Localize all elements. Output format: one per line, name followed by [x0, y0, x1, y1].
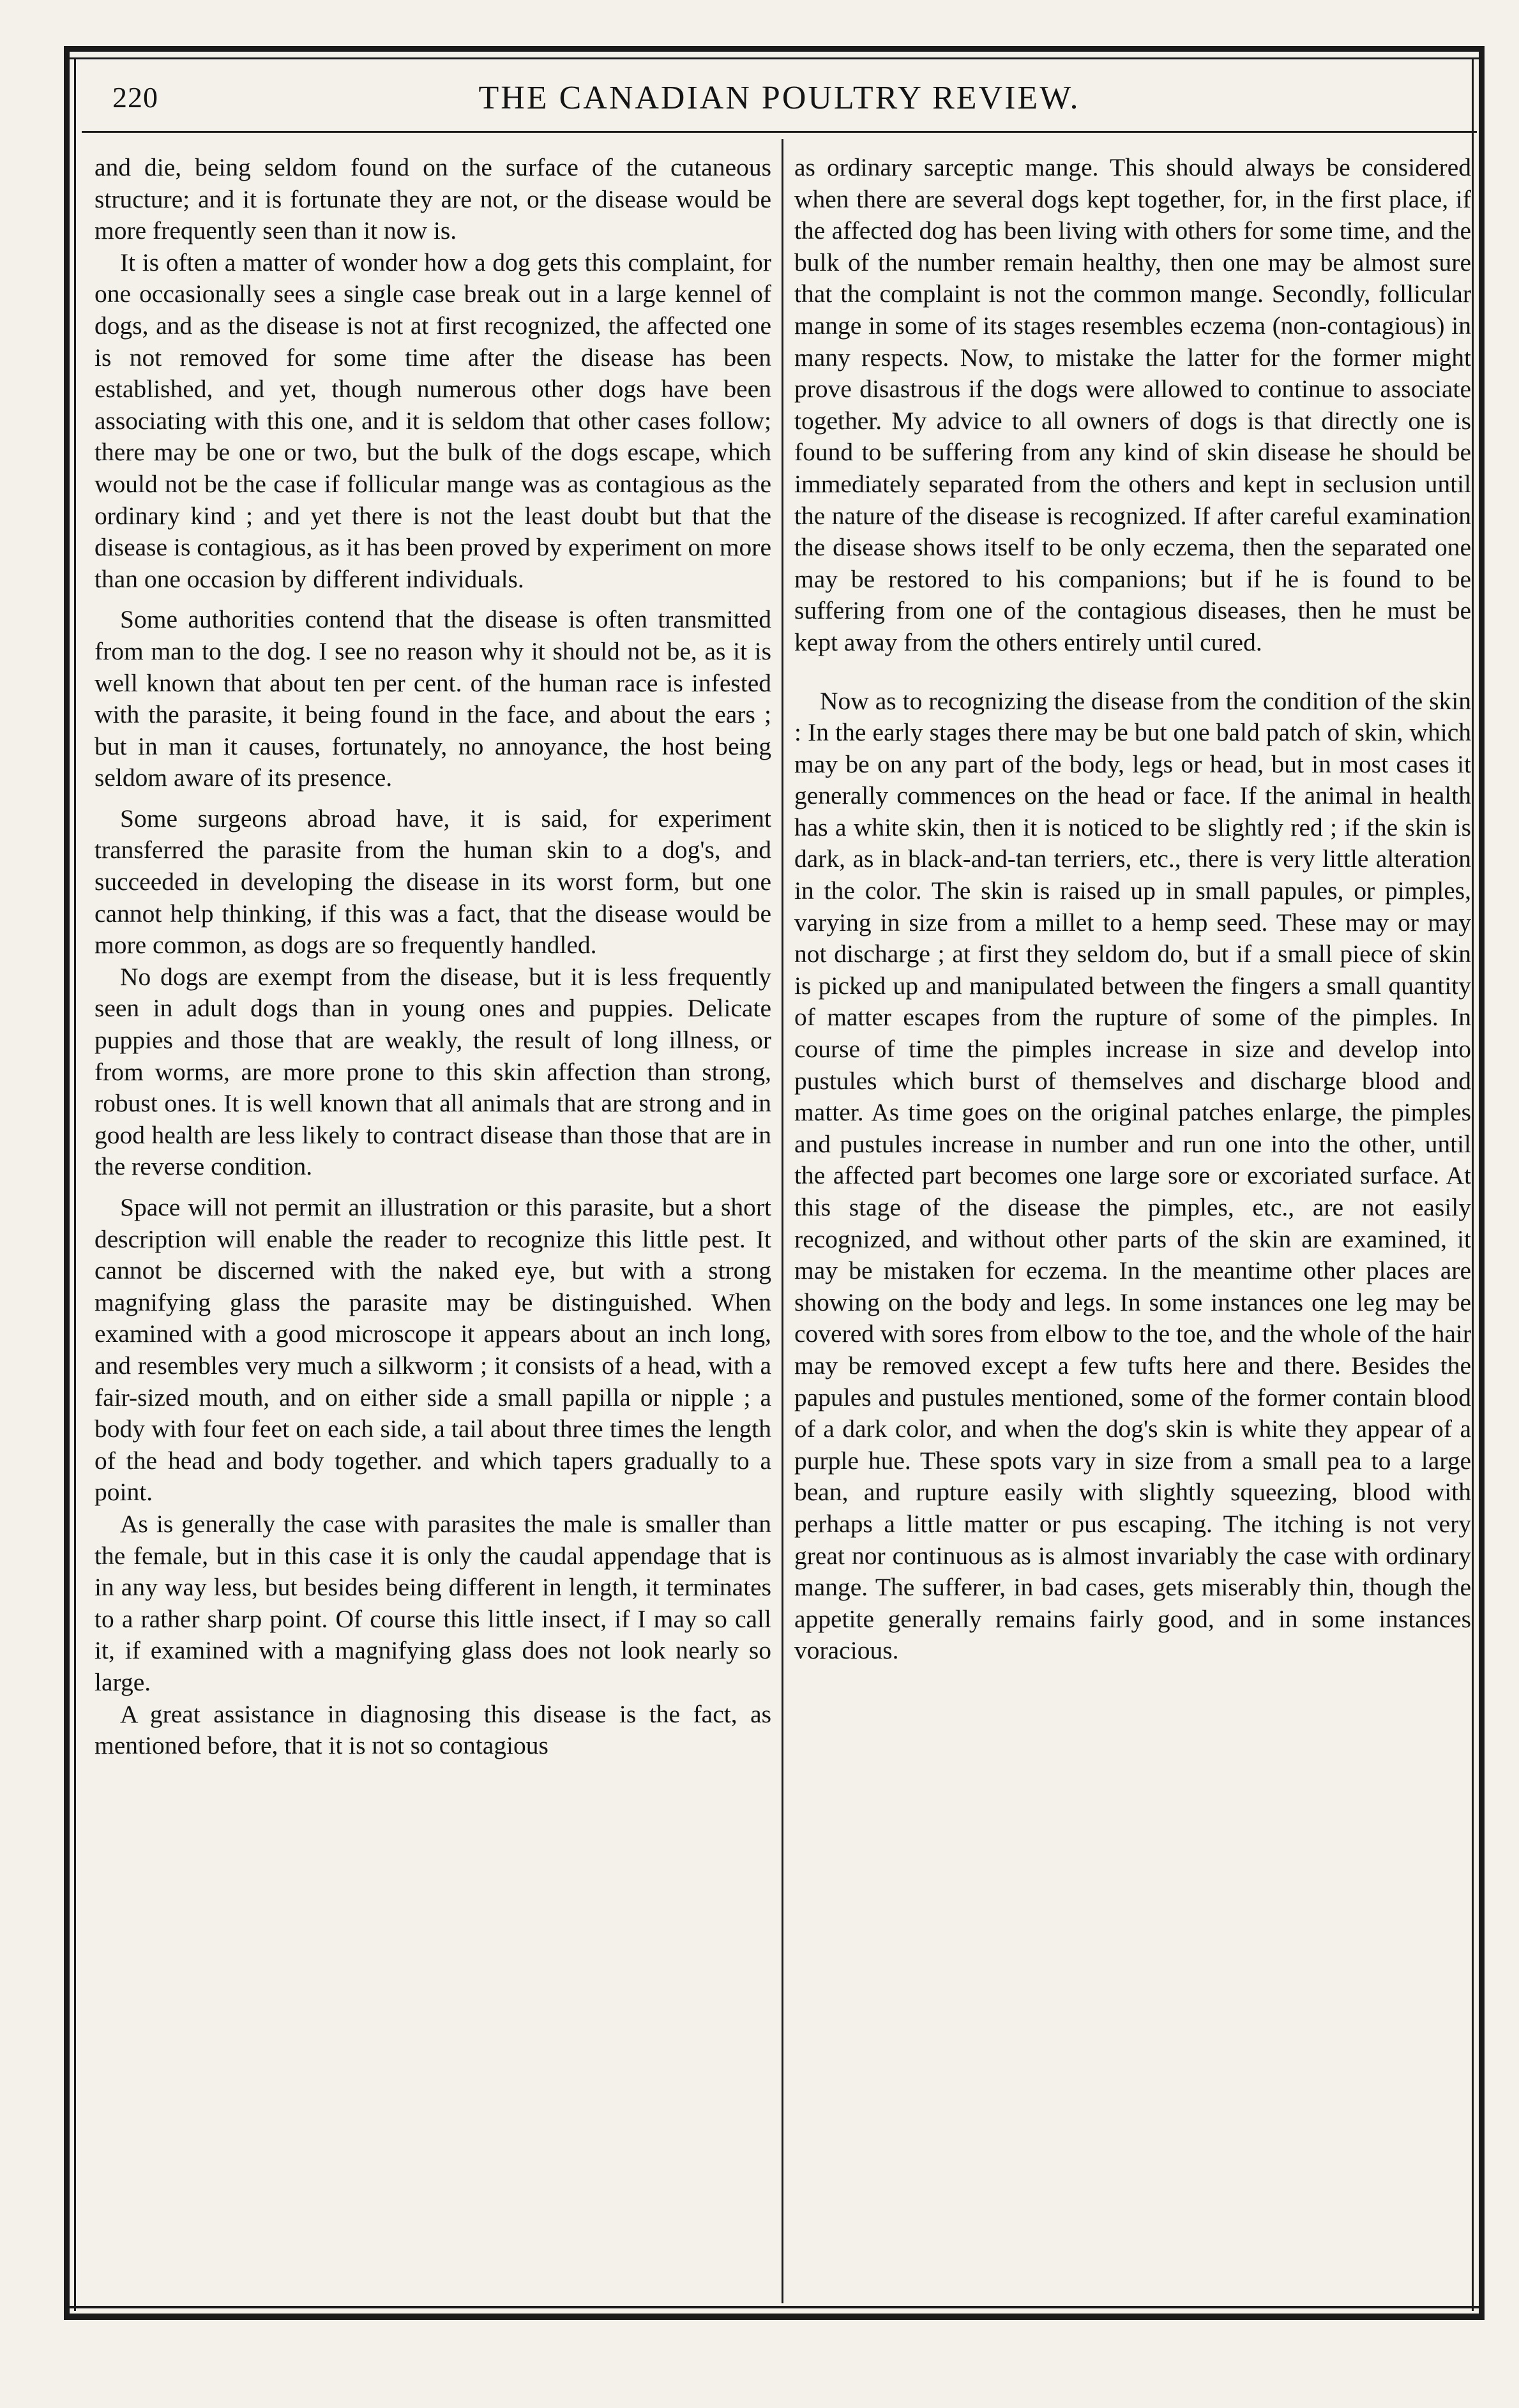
paragraph: It is often a matter of wonder how a dog gets this complaint, for one occasionally sees a single case break out in a large kennel of dogs, and as the disease is not at first recognized, the affected one is not removed for some time after the disease has been established, and yet, though numerous other dogs have been associating with this one, and it is seldom that other cases follow; there may be one or two, but the bulk of the dogs escape, which would not be the case if follicular mange was as contagious as the ordinary kind ; and yet there is not the least doubt but that the disease is contagious, as it has been proved by experiment on more than one occasion by different individuals.: [94, 248, 771, 593]
bottom-inner-rule: [64, 2306, 1485, 2308]
right-inner-rule: [1472, 57, 1474, 2311]
left-column: [94, 152, 771, 2297]
column-divider: [782, 139, 783, 2303]
paragraph: A great assistance in diagnosing this disease is the fact, as mentioned before, that it is not so contagious: [94, 1699, 771, 1760]
running-header: [82, 75, 1477, 126]
left-border-rule: [64, 46, 70, 2320]
paragraph: As is generally the case with parasites the male is smaller than the female, but in this case it is only the caudal appendage that is in any way less, but besides being different in length, it terminates to a rather sharp point. Of course this little insect, if I may so call it, if examined with a magnifying glass does not look nearly so large.: [94, 1509, 771, 1696]
paragraph: as ordinary sarceptic mange. This should always be considered when there are several dogs kept together, for, in the first place, if the affected dog has been living with others for some time, and the bulk of the number remain healthy, then one may be almost sure that the complaint is not the common mange. Secondly, follicular mange in some of its stages resembles eczema (non-contagious) in many respects. Now, to mistake the latter for the former might prove disastrous if the dogs were allowed to continue to associate together. My advice to all owners of dogs is that directly one is found to be suffering from any kind of skin disease he should be immediately separated from the others and kept in seclusion until the nature of the disease is recognized. If after careful examination the disease shows itself to be only eczema, then the separated one may be restored to his companions; but if he is found to be suffering from one of the contagious diseases, then he must be kept away from the others entirely until cured.: [794, 153, 1471, 656]
right-border-rule: [1479, 46, 1485, 2320]
left-inner-rule: [74, 57, 76, 2311]
running-title: THE CANADIAN POULTRY REVIEW.: [478, 80, 1080, 116]
paragraph: Some surgeons abroad have, it is said, for experiment transferred the parasite from the human skin to a dog's, and succeeded in developing the disease in its worst form, but one cannot help thinking, if this was a fact, that the disease would be more common, as dogs are so frequently handled.: [94, 804, 771, 959]
top-border-rule: [64, 46, 1485, 52]
paragraph: Now as to recognizing the disease from the condition of the skin : In the early stages there may be but one bald patch of skin, which may be on any part of the body, legs or head, but in most cases it generally commences on the head or face. If the animal in health has a white skin, then it is noticed to be slightly red ; if the skin is dark, as in black-and-tan terriers, etc., there is very little alteration in the color. The skin is raised up in small papules, or pimples, varying in size from a millet to a hemp seed. These may or may not discharge ; at first they seldom do, but if a small piece of skin is picked up and manipulated between the fingers a small quantity of matter escapes from the rupture of some of the pimples. In course of time the pimples increase in size and develop into pustules which burst of themselves and discharge blood and matter. As time goes on the original patches enlarge, the pimples and pustules increase in number and run one into the other, until the affected part becomes one large sore or excoriated surface. At this stage of the disease the pimples, etc., are not easily recognized, and without other parts of the skin are examined, it may be mistaken for eczema. In the meantime other places are showing on the body and legs. In some instances one leg may be covered with sores from elbow to the toe, and the whole of the hair may be removed except a few tufts here and there. Besides the papules and pustules mentioned, some of the former contain blood of a dark color, and when the dog's skin is white they appear of a purple hue. These spots vary in size from a small pea to a large bean, and rupture easily with slightly squeezing, blood with perhaps a little matter or pus escaping. The itching is not very great nor continuous as is almost invariably the case with ordinary mange. The sufferer, in bad cases, gets miserably thin, though the appetite generally remains fairly good, and in some instances voracious.: [794, 686, 1471, 1665]
header-rule: [82, 131, 1477, 133]
paragraph: and die, being seldom found on the surface of the cutaneous structure; and it is fortunate they are not, or the disease would be more frequently seen than it now is.: [94, 153, 771, 245]
right-column: [794, 152, 1471, 2297]
top-inner-rule: [64, 57, 1485, 59]
paragraph: Some authorities contend that the disease is often transmitted from man to the dog. I see no reason why it should not be, as it is well known that about ten per cent. of the human race is infested with the parasite, it being found in the face, and about the ears ; but in man it causes, fortunately, no annoyance, the host being seldom aware of its presence.: [94, 605, 771, 792]
paragraph: Space will not permit an illustration or this parasite, but a short description will enable the reader to recognize this little pest. It cannot be discerned with the naked eye, but with a strong magnifying glass the parasite may be distinguished. When examined with a good microscope it appears about an inch long, and resembles very much a silkworm ; it consists of a head, with a fair-sized mouth, and on either side a small papilla or nipple ; a body with four feet on each side, a tail about three times the length of the head and body together. and which tapers gradually to a point.: [94, 1193, 771, 1507]
bottom-border-rule: [64, 2314, 1485, 2320]
page-number: 220: [112, 81, 158, 114]
paragraph: No dogs are exempt from the disease, but it is less frequently seen in adult dogs than in young ones and puppies. Delicate puppies and those that are weakly, the result of long illness, or from worms, are more prone to this skin affection than strong, robust ones. It is well known that all animals that are strong and in good health are less likely to contract disease than those that are in the reverse condition.: [94, 962, 771, 1181]
